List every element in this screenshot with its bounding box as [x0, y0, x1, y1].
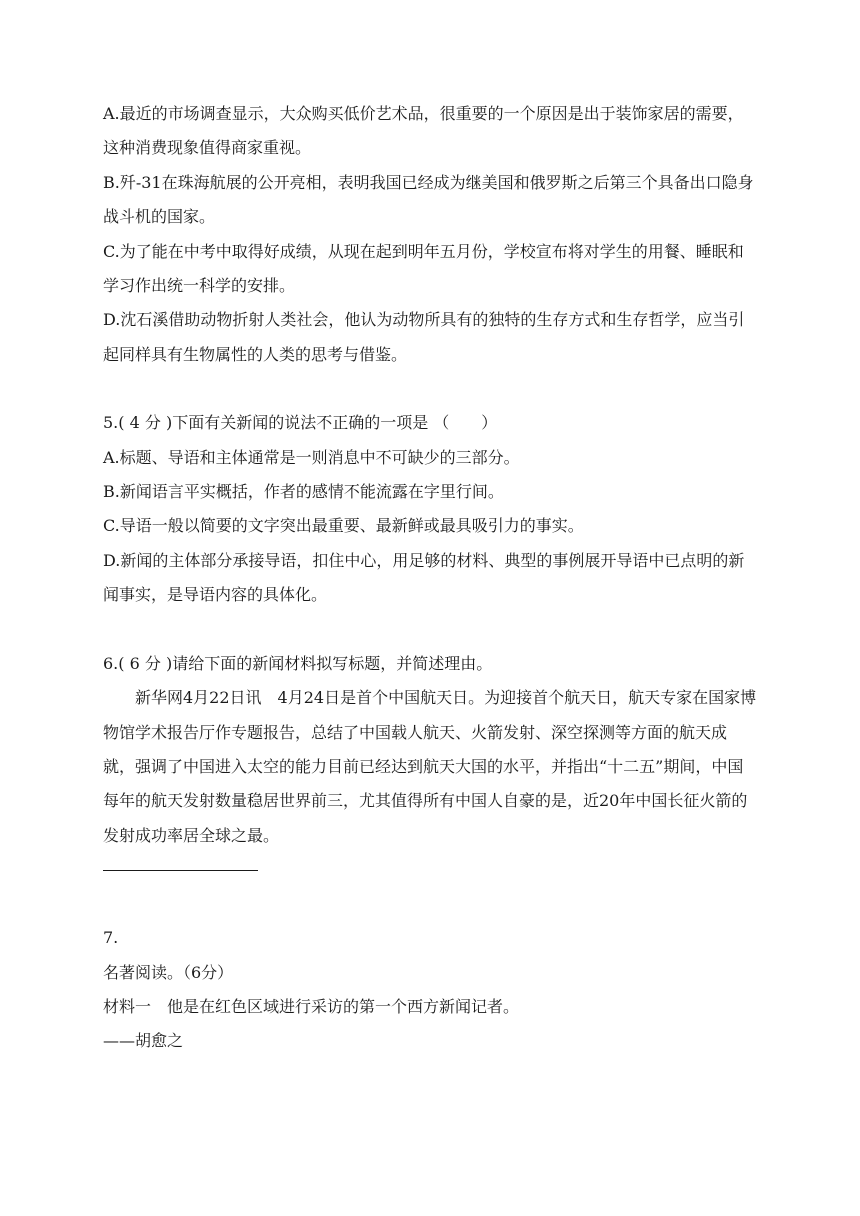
- q7-number: 7.: [103, 928, 119, 948]
- question-6: [103, 647, 758, 887]
- document-body: [103, 97, 758, 1059]
- q4-option-b: B.歼-31在珠海航展的公开亮相，表明我国已经成为继美国和俄罗斯之后第三个具备出口隐身战斗机的国家。: [103, 172, 754, 227]
- q4-option-a: A.最近的市场调查显示，大众购买低价艺术品，很重要的一个原因是出于装饰家居的需要，这种消费现象值得商家重视。: [103, 104, 744, 158]
- q7-material-1: 材料一 他是在红色区域进行采访的第一个西方新闻记者。: [103, 996, 520, 1016]
- spacer: [103, 372, 758, 406]
- question-5: [103, 406, 758, 612]
- q5-option-c: C.导语一般以简要的文字突出最重要、最新鲜或最具吸引力的事实。: [103, 516, 584, 536]
- q7-attribution: ——胡愈之: [103, 1031, 184, 1051]
- q5-option-d: D.新闻的主体部分承接导语，扣住中心，用足够的材料、典型的事例展开导语中已点明的新闻事实，是导语内容的具体化。: [103, 550, 745, 605]
- spacer: [103, 613, 758, 647]
- q6-news-passage: 新华网4月22日讯 4月24日是首个中国航天日。为迎接首个航天日，航天专家在国家博物馆学术报告厅作专题报告，总结了中国载人航天、火箭发射、深空探测等方面的航天成就，强调了中国进入太空的能力目前已经达到航天大国的水平，并指出“十二五”期间，中国每年的航天发射数量稳居世界前三，尤其值得所有中国人自豪的是，近20年中国长征火箭的发射成功率居全球之最。: [103, 688, 757, 845]
- q7-title: 名著阅读。（6分）: [103, 962, 234, 982]
- q5-option-b: B.新闻语言平实概括，作者的感情不能流露在字里行间。: [103, 482, 504, 502]
- question-4-options: [103, 97, 758, 372]
- q6-stem: 6.( 6 分 )请给下面的新闻材料拟写标题，并简述理由。: [103, 653, 493, 673]
- q4-option-d: D.沈石溪借助动物折射人类社会，他认为动物所具有的独特的生存方式和生存哲学，应当引起同样具有生物属性的人类的思考与借鉴。: [103, 310, 745, 364]
- q5-stem: 5.( 4 分 )下面有关新闻的说法不正确的一项是 （ ）: [103, 413, 498, 433]
- question-7: [103, 921, 758, 1059]
- q5-option-a: A.标题、导语和主体通常是一则消息中不可缺少的三部分。: [103, 447, 520, 467]
- spacer: [103, 887, 758, 921]
- q4-option-c: C.为了能在中考中取得好成绩，从现在起到明年五月份，学校宣布将对学生的用餐、睡眠和学习作出统一科学的安排。: [103, 241, 744, 296]
- answer-line: [103, 853, 258, 887]
